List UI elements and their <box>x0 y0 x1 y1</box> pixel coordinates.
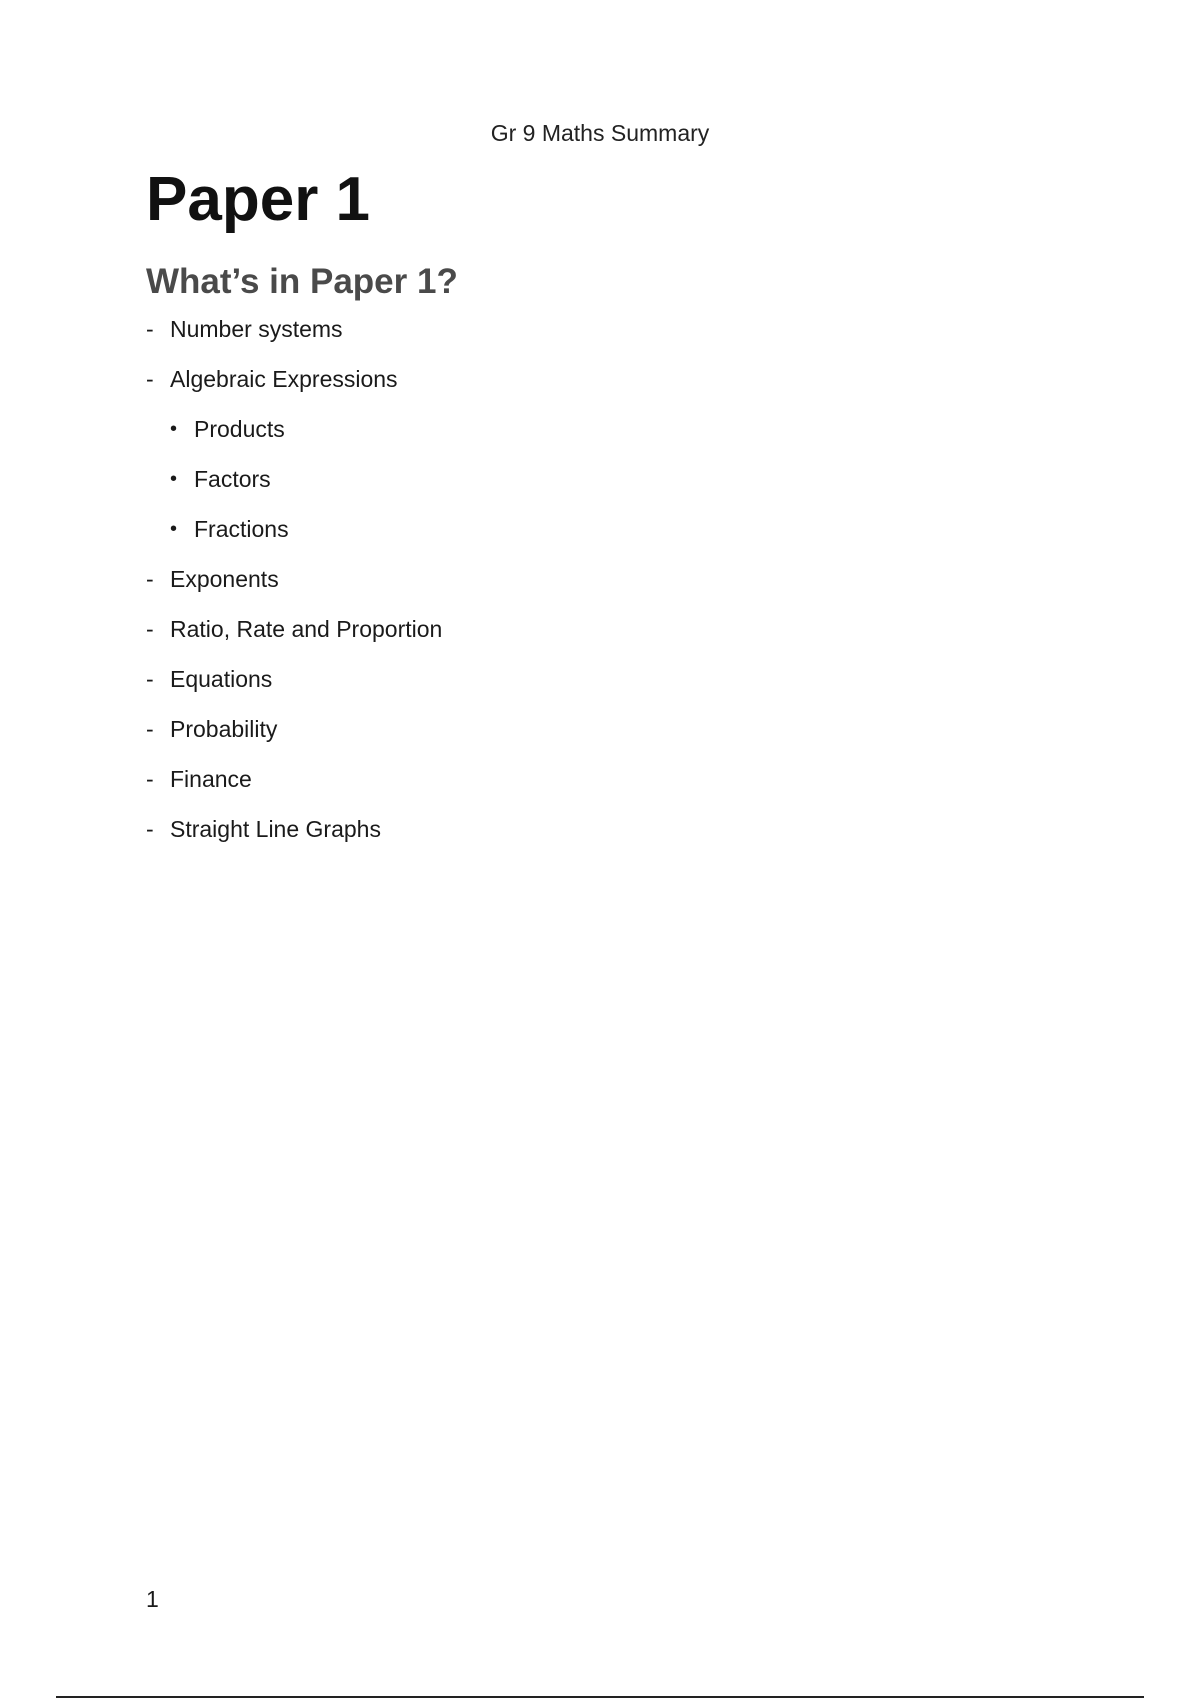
topic-label: Algebraic Expressions <box>170 366 398 392</box>
dash-bullet-icon: - <box>146 316 154 342</box>
topic-item <box>146 664 1106 694</box>
running-header: Gr 9 Maths Summary <box>490 120 710 146</box>
dot-bullet-icon: • <box>170 468 178 490</box>
dot-bullet-icon: • <box>170 418 178 440</box>
dot-bullet-icon: • <box>170 518 178 540</box>
subtopic-item <box>170 514 1106 544</box>
subtopic-label: Factors <box>194 466 271 492</box>
subtopic-list <box>170 414 1106 544</box>
dash-bullet-icon: - <box>146 566 154 592</box>
subtopic-item <box>170 414 1106 444</box>
topic-label: Probability <box>170 716 278 742</box>
section-heading: What’s in Paper 1? <box>146 262 458 301</box>
subtopic-item <box>170 464 1106 494</box>
topic-item <box>146 814 1106 844</box>
page-bottom-divider <box>56 1696 1144 1698</box>
topic-label: Straight Line Graphs <box>170 816 381 842</box>
topic-label: Equations <box>170 666 273 692</box>
dash-bullet-icon: - <box>146 366 154 392</box>
topic-item <box>146 364 1106 544</box>
topic-label: Ratio, Rate and Proportion <box>170 616 443 642</box>
page-title: Paper 1 <box>146 165 371 234</box>
dash-bullet-icon: - <box>146 766 154 792</box>
subtopic-label: Fractions <box>194 516 289 542</box>
page-content <box>146 160 1106 864</box>
dash-bullet-icon: - <box>146 816 154 842</box>
topic-label: Finance <box>170 766 252 792</box>
topic-label: Exponents <box>170 566 279 592</box>
subtopic-label: Products <box>194 416 285 442</box>
topic-item <box>146 764 1106 794</box>
topic-item <box>146 314 1106 344</box>
topic-item <box>146 714 1106 744</box>
topic-label: Number systems <box>170 316 343 342</box>
dash-bullet-icon: - <box>146 666 154 692</box>
page-number: 1 <box>146 1586 159 1612</box>
dash-bullet-icon: - <box>146 616 154 642</box>
topic-item <box>146 564 1106 594</box>
dash-bullet-icon: - <box>146 716 154 742</box>
topic-list <box>146 314 1106 844</box>
topic-item <box>146 614 1106 644</box>
